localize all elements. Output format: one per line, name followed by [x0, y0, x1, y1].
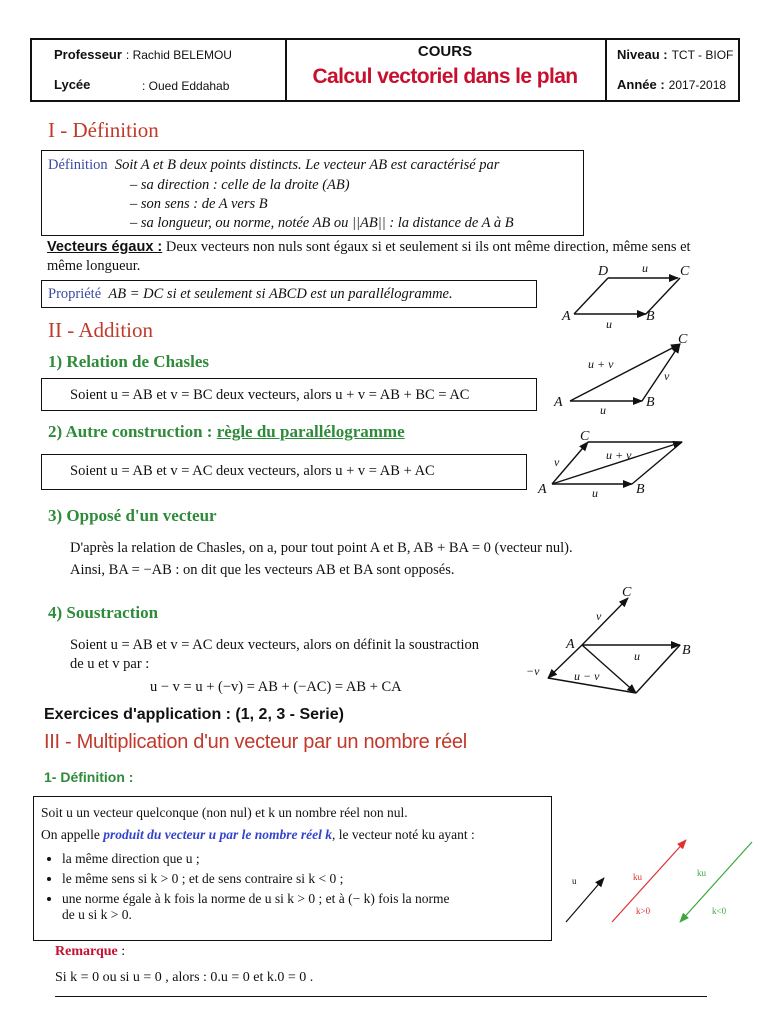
annee-label: Année :: [617, 77, 665, 92]
mult-line-2a: On appelle: [41, 827, 104, 842]
fig1-label-a: A: [562, 309, 571, 324]
mult-bullet-3a: une norme égale à k fois la norme de u si k > 0 ; et à (− k) fois la norme: [62, 891, 450, 906]
section-2-title: II - Addition: [48, 318, 153, 342]
fig5-label-k-negative: k<0: [712, 906, 727, 916]
subsection-chasles: 1) Relation de Chasles: [48, 352, 210, 371]
fig2-bc-vector: [642, 344, 680, 401]
fig3-label-u-plus-v: u + v: [606, 448, 632, 462]
professeur-label: Professeur: [54, 47, 122, 62]
chasles-text: Soient u = AB et v = BC deux vecteurs, alors u + v = AB + BC = AC: [70, 387, 470, 403]
section-1-title: I - Définition: [48, 118, 159, 142]
mult-bullet-3b: de u si k > 0.: [62, 907, 132, 922]
mult-bullet-2: • le même sens si k > 0 ; et de sens contraire si k < 0 ;: [62, 871, 544, 887]
fig1-label-u-bottom: u: [606, 317, 612, 331]
fig3-label-u: u: [592, 486, 598, 500]
niveau-label: Niveau :: [617, 47, 668, 62]
fig1-ad-segment: [574, 278, 608, 314]
fig3-label-v: v: [554, 455, 560, 469]
fig2-label-c: C: [678, 332, 688, 347]
property-label: Propriété: [48, 286, 102, 302]
figure-subtraction: [526, 585, 691, 693]
fig2-label-v: v: [664, 369, 670, 383]
fig1-label-d: D: [598, 264, 609, 279]
fig4-right-edge: [636, 645, 680, 693]
professeur-value: : Rachid BELEMOU: [125, 48, 232, 62]
fig2-label-a: A: [554, 395, 563, 410]
fig2-label-u-plus-v: u + v: [588, 357, 614, 371]
section-3-title: III - Multiplication d'un vecteur par un nombre réel: [44, 731, 467, 753]
definition-bullet-2: – son sens : de A vers B: [130, 196, 268, 212]
mult-line-2b: produit du vecteur u par le nombre réel k: [103, 827, 332, 842]
fig4-ac-vector: [582, 598, 628, 645]
definition-label: Définition: [48, 157, 108, 173]
fig5-label-u: u: [572, 876, 577, 886]
figure-parallelogram-abcd: [561, 261, 690, 331]
section-3-subtitle: 1- Définition :: [44, 769, 134, 785]
fig1-label-u-top: u: [642, 261, 648, 275]
parallelogram-title-a: 2) Autre construction :: [48, 422, 217, 441]
fig3-right-edge: [632, 442, 682, 484]
fig4-label-u-minus-v: u − v: [574, 669, 600, 683]
figure-chasles: [553, 332, 688, 417]
fig4-label-c: C: [622, 585, 632, 600]
subtraction-line-2: de u et v par :: [70, 656, 150, 672]
fig4-label-u: u: [634, 649, 640, 663]
fig5-label-ku-green: ku: [697, 868, 706, 878]
figure-scalar-multiplication: [566, 840, 752, 922]
subtraction-line-1: Soient u = AB et v = AC deux vecteurs, alors on définit la soustraction: [70, 637, 480, 653]
mult-line-2c: , le vecteur noté ku ayant :: [331, 827, 475, 842]
fig4-label-a: A: [566, 637, 575, 652]
fig2-label-u: u: [600, 403, 606, 417]
fig5-label-ku-red: ku: [633, 872, 642, 882]
fig4-label-v: v: [596, 609, 602, 623]
subtraction-formula: u − v = u + (−v) = AB + (−AC) = AB + CA: [150, 679, 402, 695]
fig5-label-k-positive: k>0: [636, 906, 651, 916]
subsection-subtraction: 4) Soustraction: [48, 603, 159, 622]
fig3-label-a: A: [538, 482, 547, 497]
fig4-label-minus-v: −v: [526, 664, 540, 678]
cours-label: COURS: [417, 43, 473, 60]
definition-bullet-3: – sa longueur, ou norme, notée AB ou ||AB|| : la distance de A à B: [130, 215, 514, 231]
fig2-label-b: B: [646, 395, 655, 410]
parallelogram-text: Soient u = AB et v = AC deux vecteurs, alors u + v = AB + AC: [70, 463, 435, 479]
property-text: AB = DC si et seulement si ABCD est un parallélogramme.: [108, 286, 453, 302]
equal-vectors-label: Vecteurs égaux :: [47, 239, 163, 255]
fig4-label-b: B: [682, 643, 691, 658]
niveau-value: TCT - BIOF: [671, 48, 734, 62]
remark-text: Si k = 0 ou si u = 0 , alors : 0.u = 0 et k.0 = 0 .: [55, 970, 314, 985]
fig1-label-b: B: [646, 309, 655, 324]
lycee-label: Lycée: [54, 77, 91, 92]
lycee-value: : Oued Eddahab: [142, 79, 230, 93]
definition-line-1: Soit A et B deux points distincts. Le vecteur AB est caractérisé par: [114, 157, 500, 173]
exercises-heading: Exercices d'application : (1, 2, 3 - Serie): [44, 706, 344, 723]
mult-line-1: Soit u un vecteur quelconque (non nul) et k un nombre réel non nul.: [41, 805, 408, 820]
opposite-line-2: Ainsi, BA = −AB : on dit que les vecteurs AB et BA sont opposés.: [70, 562, 455, 578]
fig1-label-c: C: [680, 264, 690, 279]
equal-vectors-text: Deux vecteurs non nuls sont égaux si et seulement si ils ont même direction, même sens et même longueur.: [47, 239, 691, 274]
figure-parallelogram-rule: [537, 429, 682, 500]
cours-title: Calcul vectoriel dans le plan: [312, 65, 578, 88]
parallelogram-title-b: règle du parallélogramme: [216, 422, 405, 441]
mult-bullet-1: • la même direction que u ;: [62, 851, 544, 867]
fig3-label-b: B: [636, 482, 645, 497]
fig3-label-c: C: [580, 429, 590, 444]
remark-colon: :: [117, 944, 126, 959]
subsection-opposite: 3) Opposé d'un vecteur: [48, 506, 217, 525]
opposite-line-1: D'après la relation de Chasles, on a, pour tout point A et B, AB + BA = 0 (vecteur nul).: [70, 540, 573, 556]
definition-bullet-1: – sa direction : celle de la droite (AB): [130, 177, 350, 193]
remark-label: Remarque: [55, 944, 118, 959]
annee-value: 2017-2018: [668, 78, 727, 92]
